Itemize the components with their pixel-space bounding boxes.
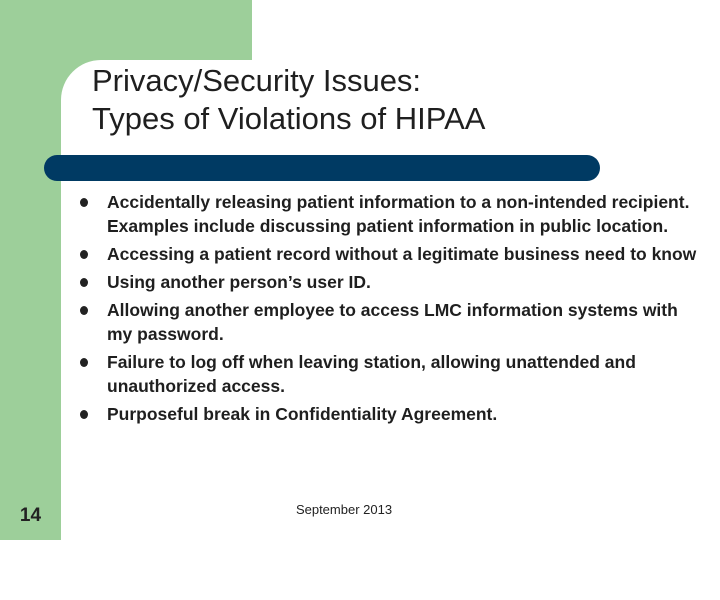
footer-date: September 2013 xyxy=(295,502,393,517)
bullet-text: Allowing another employee to access LMC information systems with my password. xyxy=(107,300,678,344)
bullet-item xyxy=(80,402,700,426)
bullet-text: Using another person’s user ID. xyxy=(107,272,371,292)
bullet-text: Accessing a patient record without a legitimate business need to know xyxy=(107,244,697,264)
bullet-item xyxy=(80,270,700,294)
bullet-dot-icon xyxy=(80,278,88,287)
slide-number: 14 xyxy=(19,505,42,526)
bullet-item xyxy=(80,298,700,346)
bullet-item xyxy=(80,242,700,266)
bullet-dot-icon xyxy=(80,358,88,367)
bullet-dot-icon xyxy=(80,250,88,259)
title-underline-bar xyxy=(44,155,600,181)
bullet-item xyxy=(80,190,700,238)
bullet-item xyxy=(80,350,700,398)
bullet-dot-icon xyxy=(80,198,88,207)
bullet-text: Purposeful break in Confidentiality Agreement. xyxy=(107,404,498,424)
bullet-list xyxy=(80,190,700,430)
slide-title xyxy=(92,62,692,138)
slide-title-line-1: Privacy/Security Issues: xyxy=(92,63,422,98)
bullet-text: Failure to log off when leaving station, allowing unattended and unauthorized access. xyxy=(107,352,636,396)
bullet-text: Accidentally releasing patient information to a non-intended recipient. Examples include discussing patient information in public location. xyxy=(107,192,690,236)
bullet-dot-icon xyxy=(80,410,88,419)
slide-title-line-2: Types of Violations of HIPAA xyxy=(92,101,486,136)
bullet-dot-icon xyxy=(80,306,88,315)
